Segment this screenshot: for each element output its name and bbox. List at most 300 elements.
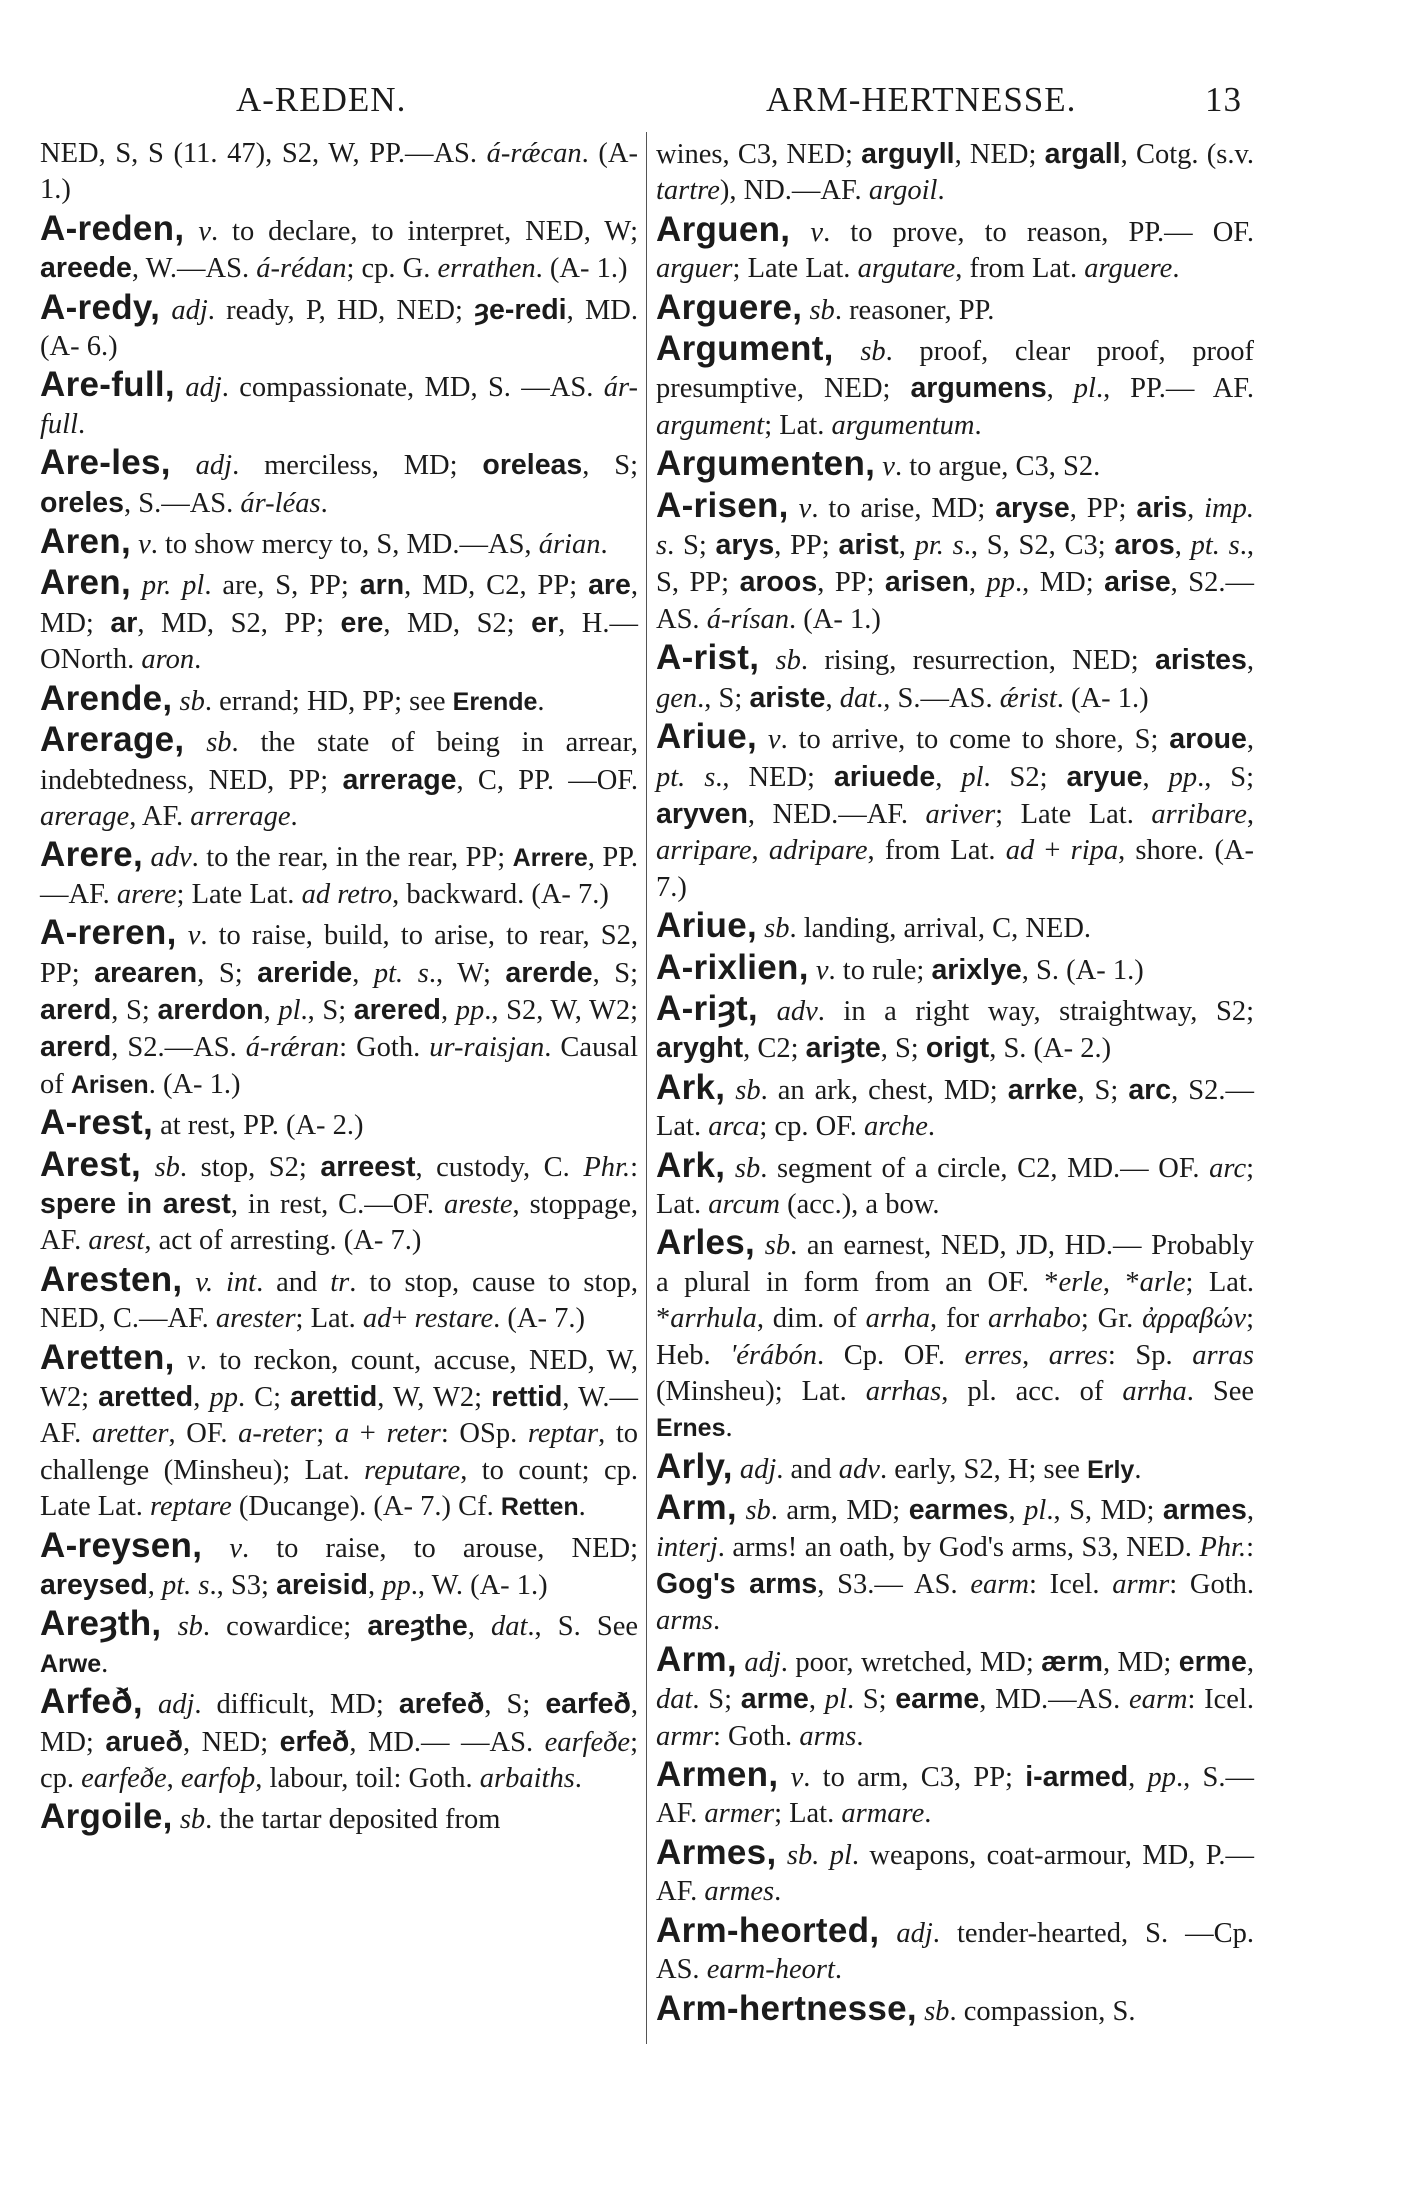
italic-text: v: [229, 1532, 242, 1564]
entry-text: ,: [1246, 1495, 1254, 1527]
headword: Arere,: [40, 835, 143, 875]
entry-text: , MD, C2, PP;: [404, 570, 589, 602]
italic-text: arrha: [865, 1303, 931, 1335]
entry-text: .: [927, 1111, 935, 1143]
entry-text: . to declare, to interpret, NED, W;: [210, 215, 639, 247]
entry-text: . to arrive, to come to shore, S;: [780, 724, 1170, 756]
dictionary-entry: [40, 1525, 638, 1605]
entry-text: : Icel.: [1028, 1569, 1113, 1601]
italic-text: arerage: [40, 800, 130, 832]
italic-text: pp: [986, 567, 1016, 599]
cross-reference: Arrere: [512, 844, 588, 873]
entry-text: , W.—AF.: [40, 1382, 638, 1450]
entry-text: ., PP.— AF.: [1095, 373, 1254, 405]
entry-text: ; Lat.: [774, 1798, 842, 1830]
entry-text: . an earnest, NED, JD, HD.— Probably a plural in form from an OF. *: [656, 1230, 1255, 1298]
variant-form: aristes: [1154, 644, 1247, 677]
entry-text: , NED.—AF.: [747, 798, 926, 830]
italic-text: tr: [330, 1266, 350, 1298]
italic-text: adj: [896, 1917, 933, 1949]
entry-text: [141, 1152, 155, 1183]
entry-text: [182, 1267, 195, 1298]
entry-text: ,: [1128, 1762, 1148, 1794]
headword: Arles,: [656, 1223, 756, 1263]
entry-text: [879, 1918, 896, 1949]
entry-text: ,: [147, 1570, 163, 1602]
entry-text: ,: [352, 957, 374, 989]
entry-text: [184, 727, 206, 758]
dictionary-entry: [40, 915, 638, 1103]
entry-text: . poor, wretched, MD;: [780, 1646, 1042, 1678]
italic-text: dat: [656, 1684, 693, 1716]
entry-text: , MD, S2, PP;: [137, 607, 341, 639]
variant-form: arerd: [40, 1031, 112, 1064]
entry-text: , dim. of: [756, 1303, 866, 1335]
variant-form: aris: [1136, 491, 1188, 524]
entry-text: ,: [1246, 1646, 1254, 1678]
italic-text: adj: [744, 1646, 781, 1678]
dictionary-entry: [40, 1337, 639, 1526]
italic-text: arrhula: [670, 1303, 757, 1335]
entry-text: [776, 1840, 786, 1871]
entry-text: , act of arresting. (A- 7.): [144, 1225, 422, 1257]
variant-form: er: [531, 606, 559, 639]
entry-text: [175, 1345, 187, 1376]
entry-text: , pl. acc. of: [941, 1376, 1123, 1407]
italic-text: sb: [764, 913, 790, 945]
headword: Arende,: [40, 678, 173, 718]
entry-text: , *: [1102, 1266, 1140, 1298]
italic-text: pt. s: [162, 1570, 210, 1602]
entry-text: .: [774, 1876, 782, 1908]
italic-text: sb: [179, 1804, 206, 1836]
italic-text: sb: [179, 685, 205, 717]
italic-text: pr. s: [914, 530, 964, 562]
entry-text: .: [290, 800, 298, 832]
entry-text: ; Lat.: [764, 409, 832, 441]
entry-text: .: [789, 603, 797, 635]
right-running-head: ARM-HERTNESSE.: [766, 80, 1077, 119]
italic-text: earm: [970, 1569, 1029, 1601]
entry-text: , S2.—AS.: [111, 1032, 246, 1064]
dictionary-entry: [656, 640, 1254, 717]
entry-text: ., W;: [428, 957, 506, 989]
dictionary-entry: [656, 1446, 1254, 1488]
italic-text: adv: [838, 1453, 880, 1485]
entry-text: , PP;: [817, 567, 885, 599]
entry-text: ,: [166, 1763, 181, 1795]
entry-text: [184, 216, 198, 247]
variant-form: areȝthe: [367, 1610, 468, 1643]
entry-text: ,: [968, 567, 987, 599]
variant-form: arueð: [105, 1725, 183, 1758]
italic-text: arbaiths: [479, 1763, 575, 1795]
dictionary-entry: [656, 1639, 1254, 1755]
entry-text: : Sp.: [1107, 1339, 1193, 1371]
entry-text: ., S2, W, W2;: [484, 994, 639, 1026]
entry-text: , S. (A- 2.): [989, 1033, 1112, 1065]
entry-text: ,: [1022, 1339, 1049, 1371]
entry-text: : OSp.: [440, 1418, 528, 1450]
italic-text: arms: [799, 1720, 857, 1752]
headword: Aresten,: [40, 1259, 183, 1299]
entry-text: ; Late Lat.: [995, 798, 1152, 830]
headword: Armen,: [656, 1755, 779, 1795]
entry-text: . to prove, to reason, PP.— OF.: [823, 216, 1254, 248]
entry-text: [759, 645, 775, 676]
italic-text: arche: [864, 1111, 928, 1143]
headword: Armes,: [656, 1832, 777, 1872]
entry-text: , MD;: [40, 570, 638, 639]
entry-text: at rest, PP. (A- 2.): [152, 1110, 364, 1142]
entry-text: [143, 1689, 158, 1720]
entry-text: wines, C3, NED;: [656, 139, 862, 170]
italic-text: pl: [1024, 1495, 1047, 1527]
entry-text: ., S;: [697, 682, 750, 714]
dictionary-entry: [40, 565, 638, 678]
entry-text: , OF.: [168, 1418, 239, 1450]
headword: Aren,: [40, 563, 131, 603]
italic-text: pr. pl: [141, 570, 205, 602]
italic-text: earm-heort: [706, 1954, 835, 1986]
dictionary-entry: [40, 1684, 638, 1797]
italic-text: reter: [386, 1418, 441, 1450]
entry-text: , MD;: [40, 1689, 638, 1758]
entry-text: , for: [930, 1303, 988, 1335]
italic-text: sb: [734, 1152, 761, 1184]
variant-form: earme: [895, 1683, 980, 1716]
entry-text: ., S. See: [527, 1611, 639, 1643]
italic-text: adripare: [768, 835, 868, 867]
entry-text: [809, 955, 816, 986]
entry-text: ; Lat.: [295, 1303, 363, 1335]
italic-text: ad retro: [301, 878, 393, 910]
entry-text: , stoppage, AF.: [40, 1188, 638, 1257]
entry-text: . cowardice;: [202, 1611, 368, 1643]
italic-text: aron: [141, 644, 195, 676]
entry-text: , S.—AS.: [123, 487, 241, 519]
entry-text: ., NED;: [715, 761, 834, 793]
entry-text: [778, 1762, 790, 1793]
headword: A-reden,: [40, 208, 185, 248]
entry-text: . segment of a circle, C2, MD.— OF.: [760, 1152, 1210, 1184]
entry-text: . difficult, MD;: [194, 1689, 399, 1721]
entry-text: ., S, S2, C3;: [963, 530, 1115, 562]
entry-text: ,: [263, 994, 279, 1026]
italic-text: erres: [964, 1339, 1023, 1371]
entry-text: , W, W2;: [377, 1382, 492, 1413]
variant-form: areede: [40, 252, 132, 285]
dictionary-entry: [40, 367, 638, 443]
entry-text: [160, 295, 171, 326]
italic-text: ár-léas: [240, 487, 321, 519]
entry-text: , PP;: [1069, 492, 1137, 524]
variant-form: ariȝte: [805, 1032, 881, 1065]
variant-form: arguyll: [861, 138, 955, 170]
entry-text: . rising, resurrection, NED;: [800, 645, 1155, 677]
variant-form: arreest: [320, 1150, 416, 1183]
entry-text: , NED;: [182, 1726, 280, 1758]
entry-text: [725, 1075, 735, 1106]
italic-text: areste: [443, 1188, 513, 1220]
entry-text: , S. (A- 1.): [1021, 954, 1144, 986]
italic-text: restare: [414, 1303, 494, 1335]
variant-form: ere: [340, 606, 384, 639]
entry-text: . to the rear, in the rear, PP;: [191, 842, 513, 874]
entry-text: ., S;: [300, 994, 354, 1026]
dictionary-entry: [40, 1799, 638, 1838]
entry-text: , S;: [484, 1689, 546, 1721]
italic-text: Phr.: [583, 1151, 631, 1183]
headword: Argumenten,: [656, 444, 876, 484]
entry-text: .: [574, 1763, 582, 1795]
italic-text: ur-raisjan: [429, 1032, 545, 1064]
entry-text: ; Gr.: [1080, 1303, 1143, 1335]
entry-text: .: [856, 1720, 864, 1752]
entry-text: . stop, S2;: [179, 1151, 321, 1183]
dictionary-entry: [656, 908, 1254, 947]
entry-text: [202, 1533, 229, 1564]
italic-text: pp: [382, 1570, 411, 1602]
left-column: [40, 136, 638, 1839]
italic-text: v: [767, 724, 781, 756]
italic-text: adj: [185, 372, 222, 404]
entry-text: ,: [1174, 530, 1191, 562]
italic-text: v: [810, 216, 824, 248]
variant-form: arefeð: [398, 1688, 485, 1721]
variant-form: arise: [1104, 566, 1171, 599]
entry-text: . errand; HD, PP; see: [204, 685, 453, 717]
italic-text: erle: [1058, 1266, 1103, 1298]
entry-text: . to arm, C3, PP;: [803, 1762, 1026, 1794]
variant-form: arettid: [290, 1381, 378, 1413]
italic-text: arguer: [656, 253, 733, 285]
entry-text: ., S, PP;: [656, 530, 1254, 599]
headword: Arguen,: [656, 209, 791, 249]
entry-text: .: [78, 408, 86, 440]
entry-text: ,: [825, 682, 840, 714]
entry-text: ; cp. OF.: [759, 1111, 865, 1143]
variant-form: oreleas: [482, 449, 583, 482]
dictionary-entry: [656, 446, 1254, 485]
headword: Arm-heorted,: [656, 1910, 880, 1950]
italic-text: sb: [735, 1074, 761, 1106]
italic-text: dat: [839, 682, 877, 714]
italic-text: arrhabo: [987, 1303, 1081, 1335]
entry-text: . the tartar deposited from: [205, 1804, 501, 1836]
entry-text: [789, 493, 799, 524]
variant-form: ariuede: [833, 760, 936, 793]
italic-text: adv: [150, 842, 192, 874]
variant-form: arist: [838, 529, 899, 562]
headword: Are-full,: [40, 365, 175, 405]
entry-text: . (A- 7.): [493, 1303, 585, 1335]
entry-text: [733, 1454, 740, 1485]
italic-text: á-rédan: [256, 253, 347, 285]
variant-form: rettid: [491, 1381, 563, 1413]
headword: A-redy,: [40, 287, 161, 327]
entry-text: +: [391, 1303, 415, 1335]
entry-text: . Cp. OF.: [817, 1339, 965, 1371]
variant-form: arered: [353, 993, 441, 1026]
italic-text: pt. s: [656, 761, 716, 793]
dictionary-entry: [656, 485, 1255, 639]
variant-form: erme: [1178, 1645, 1247, 1678]
entry-text: : Goth.: [713, 1720, 800, 1752]
variant-form: earmes: [908, 1494, 1009, 1527]
dictionary-entry: [656, 1067, 1254, 1146]
italic-text: adj: [739, 1453, 777, 1485]
cross-reference: Arwe: [40, 1649, 102, 1678]
entry-text: ,: [808, 1684, 825, 1716]
variant-form: arrerage: [342, 763, 457, 796]
entry-text: ; cp. G.: [346, 253, 438, 285]
entry-text: ., S.—AS.: [876, 682, 1000, 714]
variant-form: areisid: [276, 1569, 368, 1602]
entry-text: .: [320, 487, 328, 519]
entry-text: ,: [440, 994, 456, 1026]
headword: Ariue,: [656, 717, 757, 757]
dictionary-entry: [40, 136, 638, 209]
entry-text: . an ark, chest, MD;: [760, 1074, 1008, 1106]
dictionary-entry: [40, 1144, 638, 1260]
variant-form: argumens: [910, 372, 1047, 405]
italic-text: ariver: [925, 798, 996, 830]
entry-text: ; Late Lat.: [176, 878, 302, 910]
dictionary-entry: [656, 988, 1255, 1068]
entry-text: , from Lat.: [955, 253, 1085, 285]
cross-reference: Retten: [500, 1493, 579, 1522]
variant-form: arisen: [884, 566, 969, 599]
cross-reference: Arisen: [70, 1070, 149, 1099]
entry-text: , PP;: [774, 530, 839, 562]
entry-text: . to raise, build, to arise, to rear, S2, PP;: [40, 920, 639, 989]
italic-text: á-rǽcan: [486, 138, 582, 169]
italic-text: v: [138, 529, 151, 561]
entry-text: ; Heb.: [656, 1303, 1254, 1371]
italic-text: dat: [490, 1611, 528, 1643]
entry-text: . to rule;: [828, 954, 932, 986]
italic-text: arle: [1139, 1266, 1186, 1298]
entry-text: , MD.—AS.: [979, 1684, 1129, 1716]
entry-text: .: [537, 685, 545, 717]
variant-form: oreles: [40, 486, 124, 519]
entry-text: ;: [316, 1418, 335, 1450]
variant-form: aryse: [995, 491, 1070, 524]
italic-text: arc: [1209, 1152, 1247, 1184]
italic-text: argutare: [857, 253, 956, 285]
entry-text: , backward. (A- 7.): [392, 878, 609, 910]
italic-text: adj: [171, 294, 208, 326]
variant-form: arc: [1128, 1073, 1172, 1106]
headword: A-reysen,: [40, 1525, 203, 1565]
dictionary-entry: [40, 837, 638, 913]
page-number: 13: [1205, 80, 1242, 119]
dictionary-entry: [656, 1910, 1254, 1989]
italic-text: pl: [278, 994, 301, 1026]
italic-text: pt. s: [373, 957, 429, 989]
variant-form: ȝe-redi: [474, 293, 567, 326]
italic-text: v: [198, 215, 211, 247]
headword: A-reren,: [40, 913, 177, 953]
variant-form: armes: [1162, 1494, 1247, 1527]
italic-text: sb: [154, 1151, 180, 1183]
entry-text: ,: [367, 1570, 383, 1602]
entry-text: . and: [776, 1453, 839, 1485]
entry-text: , S;: [197, 957, 258, 989]
variant-form: arerde: [505, 956, 593, 989]
variant-form: i-armed: [1025, 1761, 1129, 1794]
entry-text: . are, S, PP;: [204, 570, 360, 602]
headword: A-rixlien,: [656, 947, 809, 987]
variant-form: arearen: [94, 956, 198, 989]
italic-text: arms: [656, 1605, 714, 1637]
italic-text: arribare: [1151, 798, 1247, 830]
entry-text: . proof, clear proof, proof presumptive, NED;: [656, 336, 1254, 405]
italic-text: adj: [195, 450, 233, 482]
entry-text: . and: [256, 1266, 331, 1298]
dictionary-entry: [40, 1259, 639, 1338]
italic-text: sb: [924, 1995, 950, 2027]
entry-text: , MD.— —AS.: [349, 1726, 545, 1758]
entry-text: [172, 686, 179, 717]
entry-text: , H.—ONorth.: [40, 607, 638, 676]
italic-text: pp: [209, 1382, 238, 1413]
cross-reference: Erly: [1087, 1455, 1135, 1484]
entry-text: , to challenge (Minsheu); Lat.: [40, 1418, 639, 1486]
entry-text: [177, 920, 188, 951]
italic-text: reptar: [527, 1418, 599, 1450]
italic-text: armes: [704, 1876, 775, 1908]
entry-text: .: [713, 1605, 721, 1637]
entry-text: [131, 570, 142, 601]
entry-text: .: [974, 409, 982, 441]
entry-text: ., S.—AF.: [656, 1762, 1255, 1830]
dictionary-entry: [40, 1105, 638, 1144]
entry-text: [790, 217, 810, 248]
headword: Arguere,: [656, 287, 803, 327]
entry-text: ,: [1246, 645, 1255, 677]
italic-text: pp: [455, 994, 485, 1026]
italic-text: arras: [1192, 1339, 1254, 1371]
italic-text: sb: [809, 294, 835, 326]
variant-form: argall: [1044, 138, 1121, 170]
dictionary-entry: [40, 722, 638, 835]
headword: Arerage,: [40, 720, 185, 760]
entry-text: , S2.—AS.: [656, 567, 1255, 635]
entry-text: . the state of being in arrear, indebtedness, NED, PP;: [40, 727, 638, 796]
entry-text: . to raise, to arouse, NED;: [242, 1532, 638, 1564]
entry-text: , C, PP. —OF.: [456, 764, 638, 796]
entry-text: . ready, P, HD, NED;: [207, 294, 475, 326]
dictionary-entry: [656, 331, 1254, 444]
italic-text: v: [798, 492, 812, 524]
italic-text: arest: [88, 1225, 145, 1257]
entry-text: , W.—AS.: [131, 253, 257, 285]
italic-text: arca: [708, 1111, 760, 1143]
headword: A-riȝt,: [656, 988, 758, 1028]
entry-text: , to count; cp. Late Lat.: [40, 1454, 638, 1523]
entry-text: . Causal of: [40, 1032, 638, 1100]
italic-text: pl: [961, 761, 984, 793]
entry-text: [161, 1611, 177, 1642]
column-divider: [646, 132, 647, 2044]
entry-text: .: [194, 644, 202, 676]
entry-text: ,: [935, 761, 962, 793]
entry-text: .: [834, 1954, 843, 1986]
entry-text: ,: [1187, 492, 1205, 524]
entry-text: . to reckon, count, accuse, NED, W, W2;: [40, 1344, 638, 1413]
